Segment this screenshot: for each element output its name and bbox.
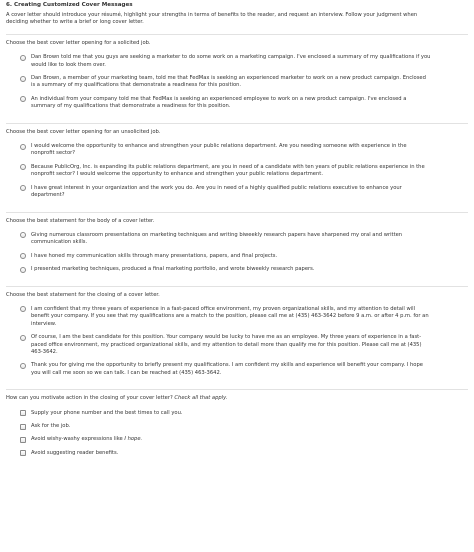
radio-button[interactable]: [20, 232, 26, 238]
answer-text: I presented marketing techniques, produced a final marketing portfolio, and wrote biweekly research papers.: [31, 266, 315, 273]
answer-text-emphasis: I hope.: [124, 436, 143, 443]
answer-option[interactable]: [20, 436, 468, 443]
answer-option[interactable]: [20, 232, 468, 247]
answer-text: Because PublicOrg, Inc. is expanding its public relations department, are you in need of a candidate with ten years of public relations experience in the nonprofit sector? I would welcome the opportunity to enhance and strengthen your public relations department.: [31, 163, 425, 178]
section-title: 6. Creating Customized Cover Messages: [6, 2, 133, 8]
checkbox[interactable]: [20, 450, 26, 456]
checkbox[interactable]: [20, 437, 26, 443]
answer-option[interactable]: [20, 164, 468, 179]
answer-text: I am confident that my three years of experience in a fast-paced office environment, my proven organizational skills, and my attention to detail will benefit your company. If you see that my qualifications are a match to the position, please call me at (435) 463-3642 before 9 a.m. or after 4 p.m. for an interview.: [31, 305, 429, 327]
question-prompt: Choose the best statement for the closing of a cover letter.: [6, 291, 160, 298]
answer-text: An individual from your company told me that FedMax is seeking an experienced employee to work on a new product campaign. I've enclosed a summary of my qualifications that demonstrate a readiness for this position.: [31, 95, 407, 110]
question-solicited-opening: [6, 35, 468, 123]
answer-option[interactable]: [20, 75, 468, 90]
answer-option[interactable]: [20, 253, 468, 260]
answer-text: I would welcome the opportunity to enhance and strengthen your public relations department. Are you needing someone with experience in the nonprofit sector?: [31, 143, 407, 157]
radio-button[interactable]: [20, 55, 26, 61]
answer-option[interactable]: [20, 410, 468, 417]
answer-option[interactable]: [20, 306, 468, 328]
answer-text-main: Avoid wishy-washy expressions like: [31, 436, 123, 443]
answer-option[interactable]: [20, 54, 468, 69]
radio-button[interactable]: [20, 306, 26, 312]
radio-button[interactable]: [20, 335, 26, 341]
question-prompt: Choose the best cover letter opening for a solicited job.: [6, 39, 151, 46]
checkbox[interactable]: [20, 410, 26, 416]
answer-text: [31, 436, 431, 443]
answer-text: Avoid suggesting reader benefits.: [31, 449, 119, 456]
question-prompt: Choose the best statement for the body of a cover letter.: [6, 217, 155, 224]
answer-text: Dan Brown, a member of your marketing team, told me that FedMax is seeking an experienced marketer to work on a new product campaign. Enclosed is a summary of my qualifications that demonstrate a readiness for this position.: [31, 75, 426, 89]
answer-option[interactable]: [20, 185, 468, 200]
answer-text: Supply your phone number and the best times to call you.: [31, 409, 183, 416]
answer-option[interactable]: [20, 266, 468, 273]
question-motivate-action: [6, 390, 468, 469]
answer-option[interactable]: [20, 423, 468, 430]
answer-option[interactable]: [20, 362, 468, 377]
question-prompt: [6, 395, 468, 402]
answer-text: Ask for the job.: [31, 423, 71, 429]
radio-button[interactable]: [20, 185, 26, 191]
prompt-note: Check all that apply.: [174, 395, 228, 402]
answer-option[interactable]: [20, 143, 468, 158]
answer-text: Dan Brown told me that you guys are seeking a marketer to do some work on a marketing campaign. I've enclosed a summary of my qualifications if you would like to look them over.: [31, 54, 431, 68]
question-closing-statement: [6, 287, 468, 390]
section-intro: A cover letter should introduce your résumé, highlight your strengths in terms of benefits to the reader, and request an interview. Follow your judgment when deciding whether to write a brief or long cover letter.: [6, 12, 418, 26]
prompt-text: How can you motivate action in the closing of your cover letter?: [6, 395, 173, 402]
radio-button[interactable]: [20, 363, 26, 369]
question-body-statement: [6, 213, 468, 286]
checkbox[interactable]: [20, 424, 26, 430]
radio-button[interactable]: [20, 76, 26, 82]
answer-option[interactable]: [20, 96, 468, 111]
radio-button[interactable]: [20, 164, 26, 170]
answer-text: Of course, I am the best candidate for this position. Your company would be lucky to have me as an employee. My three years of experience in a fast-paced office environment, my practiced organizational skills, and my attention to detail more than qualify me for this position. Please call me at (435) 463-3642.: [31, 334, 422, 355]
answer-text: I have honed my communication skills through many presentations, papers, and final projects.: [31, 252, 278, 259]
answer-option[interactable]: [20, 334, 468, 356]
radio-button[interactable]: [20, 267, 26, 273]
radio-button[interactable]: [20, 96, 26, 102]
answer-text: Thank you for giving me the opportunity to briefly present my qualifications. I am confident my skills and experience will benefit your company. I hope you will call me soon so we can talk. I can be reached at (435) 463-3642.: [31, 362, 423, 376]
answer-text: Giving numerous classroom presentations on marketing techniques and writing biweekly research papers have sharpened my oral and written communication skills.: [31, 231, 403, 246]
answer-option[interactable]: [20, 450, 468, 457]
question-prompt: Choose the best cover letter opening for an unsolicited job.: [6, 128, 161, 135]
question-unsolicited-opening: [6, 124, 468, 212]
answer-text: I have great interest in your organization and the work you do. Are you in need of a highly qualified public relations executive to enhance your department?: [31, 184, 402, 199]
radio-button[interactable]: [20, 144, 26, 150]
radio-button[interactable]: [20, 253, 26, 259]
